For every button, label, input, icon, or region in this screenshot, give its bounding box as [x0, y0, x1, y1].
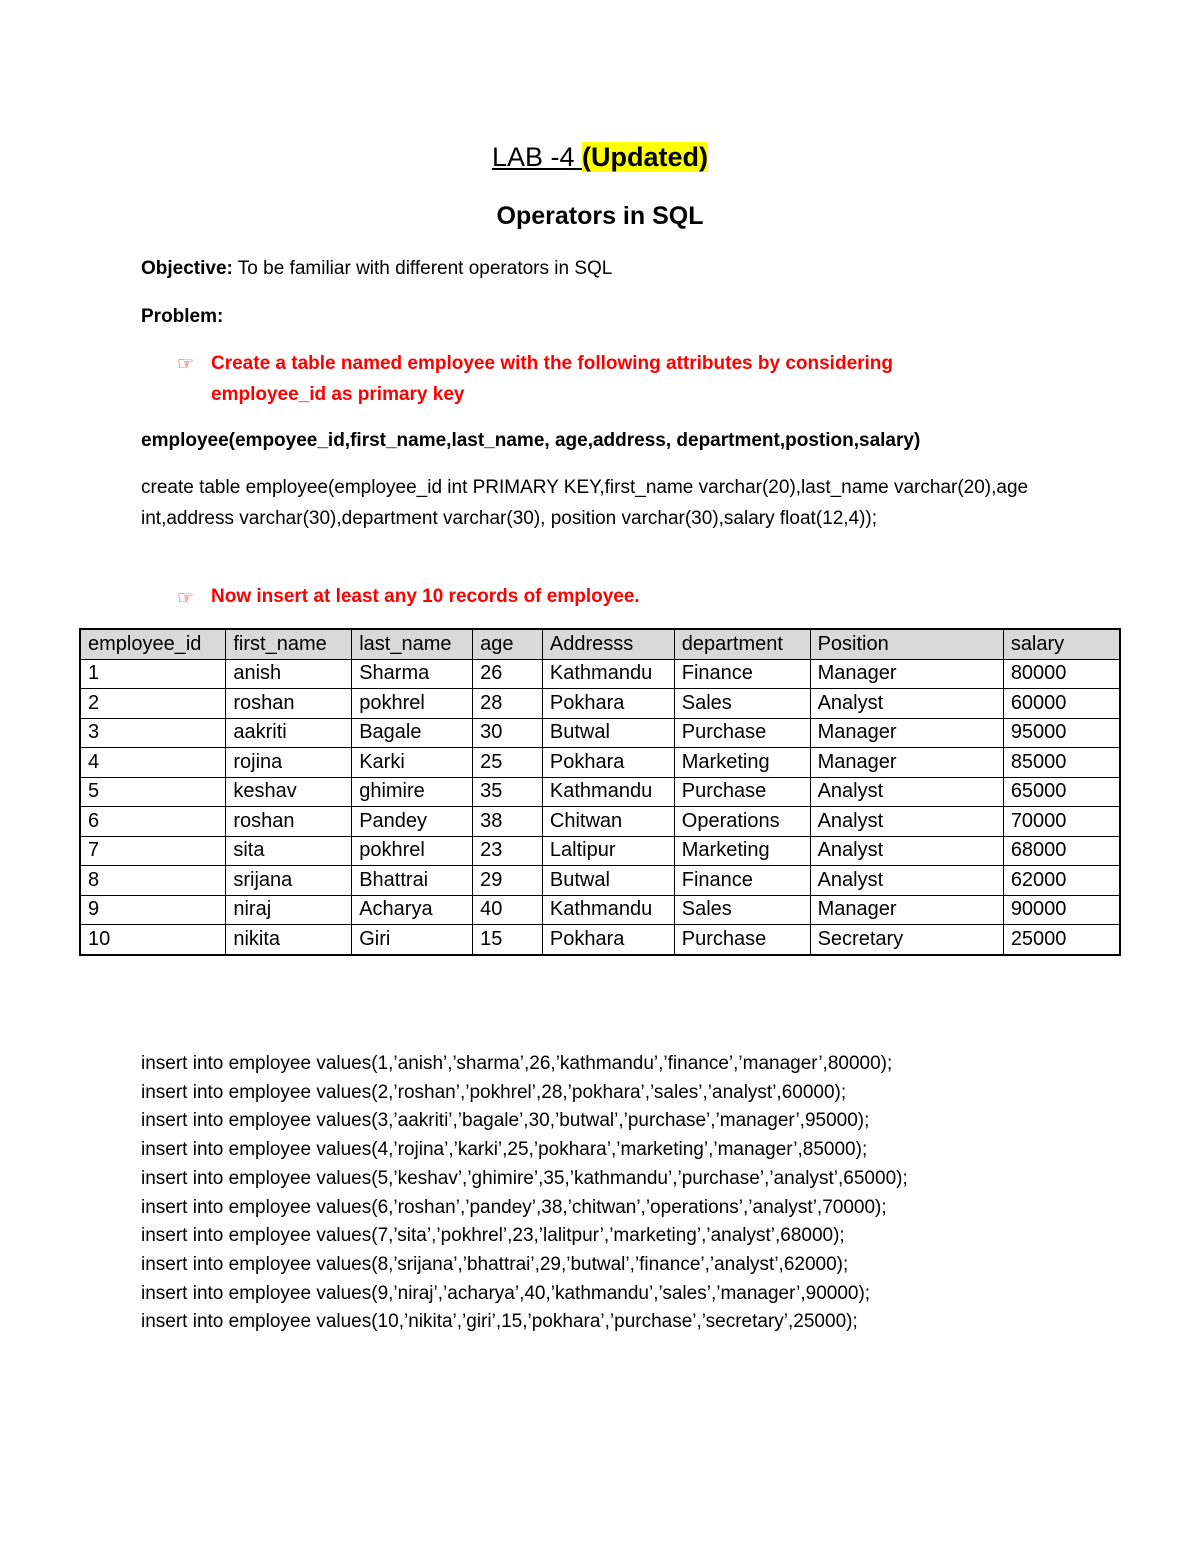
- table-cell: srijana: [226, 866, 352, 896]
- table-cell: 4: [80, 748, 226, 778]
- table-row: [80, 866, 1120, 896]
- table-cell: Operations: [674, 807, 810, 837]
- table-cell: Sales: [674, 689, 810, 719]
- table-cell: 1: [80, 659, 226, 689]
- table-cell: Pandey: [352, 807, 473, 837]
- create-statement: create table employee(employee_id int PRIMARY KEY,first_name varchar(20),last_name varchar(20),age int,address varchar(30),department varchar(30), position varchar(30),salary float(12,4));: [141, 477, 1029, 529]
- pointing-hand-icon: ☞: [177, 354, 195, 375]
- table-cell: 6: [80, 807, 226, 837]
- table-row: [80, 659, 1120, 689]
- table-cell: nikita: [226, 925, 352, 955]
- table-cell: Sales: [674, 895, 810, 925]
- bullet-create-table: Create a table named employee with the following attributes by considering employee_id as primary key: [211, 353, 894, 405]
- table-row: [80, 748, 1120, 778]
- table-cell: 23: [473, 836, 543, 866]
- table-cell: 90000: [1003, 895, 1120, 925]
- insert-statement-line: insert into employee values(2,’roshan’,’pokhrel’,28,’pokhara’,’sales’,’analyst’,60000);: [141, 1081, 847, 1103]
- table-cell: 10: [80, 925, 226, 955]
- objective-label: Objective:: [141, 258, 233, 279]
- column-header: employee_id: [80, 629, 226, 659]
- table-cell: 62000: [1003, 866, 1120, 896]
- table-cell: niraj: [226, 895, 352, 925]
- table-cell: Giri: [352, 925, 473, 955]
- insert-statement-line: insert into employee values(5,’keshav’,’ghimire’,35,’kathmandu’,’purchase’,’analyst’,65000);: [141, 1167, 908, 1189]
- page-title: [0, 142, 1200, 173]
- insert-statement-line: insert into employee values(10,’nikita’,’giri’,15,’pokhara’,’purchase’,’secretary’,25000);: [141, 1311, 858, 1333]
- schema-line: employee(empoyee_id,first_name,last_name, age,address, department,postion,salary): [141, 430, 921, 451]
- table-cell: 35: [473, 777, 543, 807]
- lab-number: LAB -4: [491, 142, 583, 172]
- column-header: first_name: [226, 629, 352, 659]
- table-cell: Marketing: [674, 836, 810, 866]
- table-cell: 8: [80, 866, 226, 896]
- table-cell: Kathmandu: [542, 659, 674, 689]
- table-cell: 15: [473, 925, 543, 955]
- column-header: salary: [1003, 629, 1120, 659]
- table-row: [80, 895, 1120, 925]
- table-cell: Laltipur: [542, 836, 674, 866]
- table-cell: 30: [473, 718, 543, 748]
- table-cell: Analyst: [810, 807, 1003, 837]
- insert-statement-line: insert into employee values(1,’anish’,’sharma’,26,’kathmandu’,’finance’,’manager’,80000);: [141, 1053, 893, 1074]
- table-cell: Analyst: [810, 836, 1003, 866]
- pointing-hand-icon: ☞: [177, 588, 195, 609]
- column-header: department: [674, 629, 810, 659]
- table-cell: Secretary: [810, 925, 1003, 955]
- table-cell: Pokhara: [542, 689, 674, 719]
- table-cell: Finance: [674, 659, 810, 689]
- table-cell: 40: [473, 895, 543, 925]
- table-cell: 95000: [1003, 718, 1120, 748]
- table-cell: Pokhara: [542, 925, 674, 955]
- table-cell: Acharya: [352, 895, 473, 925]
- table-cell: Analyst: [810, 777, 1003, 807]
- table-cell: Marketing: [674, 748, 810, 778]
- table-cell: 9: [80, 895, 226, 925]
- table-cell: 2: [80, 689, 226, 719]
- table-cell: 29: [473, 866, 543, 896]
- insert-statements: [141, 1050, 908, 1337]
- table-cell: ghimire: [352, 777, 473, 807]
- table-cell: Purchase: [674, 777, 810, 807]
- table-cell: Manager: [810, 659, 1003, 689]
- table-cell: aakriti: [226, 718, 352, 748]
- table-cell: roshan: [226, 689, 352, 719]
- insert-statement-line: insert into employee values(9,’niraj’,’acharya’,40,’kathmandu’,’sales’,’manager’,90000);: [141, 1282, 871, 1304]
- table-cell: 38: [473, 807, 543, 837]
- table-row: [80, 777, 1120, 807]
- table-cell: Purchase: [674, 718, 810, 748]
- table-cell: keshav: [226, 777, 352, 807]
- table-cell: Chitwan: [542, 807, 674, 837]
- objective-line: [141, 258, 612, 280]
- table-cell: Karki: [352, 748, 473, 778]
- table-cell: Butwal: [542, 718, 674, 748]
- column-header: last_name: [352, 629, 473, 659]
- table-cell: 65000: [1003, 777, 1120, 807]
- table-cell: 70000: [1003, 807, 1120, 837]
- table-cell: Analyst: [810, 689, 1003, 719]
- table-header-row: [80, 629, 1120, 659]
- table-cell: 5: [80, 777, 226, 807]
- table-cell: 85000: [1003, 748, 1120, 778]
- insert-statement-line: insert into employee values(3,’aakriti’,’bagale’,30,’butwal’,’purchase’,’manager’,95000);: [141, 1110, 870, 1132]
- table-row: [80, 718, 1120, 748]
- table-cell: 60000: [1003, 689, 1120, 719]
- table-cell: Manager: [810, 718, 1003, 748]
- table-cell: sita: [226, 836, 352, 866]
- table-row: [80, 689, 1120, 719]
- table-cell: 25000: [1003, 925, 1120, 955]
- table-cell: Analyst: [810, 866, 1003, 896]
- table-cell: pokhrel: [352, 836, 473, 866]
- objective-text: To be familiar with different operators in SQL: [232, 258, 613, 279]
- table-cell: pokhrel: [352, 689, 473, 719]
- table-cell: 25: [473, 748, 543, 778]
- table-cell: Pokhara: [542, 748, 674, 778]
- page-subtitle: Operators in SQL: [496, 202, 704, 230]
- table-cell: 7: [80, 836, 226, 866]
- table-cell: 28: [473, 689, 543, 719]
- table-cell: Butwal: [542, 866, 674, 896]
- table-cell: rojina: [226, 748, 352, 778]
- insert-statement-line: insert into employee values(4,’rojina’,’karki’,25,’pokhara’,’marketing’,’manager’,85000);: [141, 1139, 868, 1161]
- table-row: [80, 836, 1120, 866]
- table-row: [80, 925, 1120, 955]
- insert-statement-line: insert into employee values(8,’srijana’,’bhattrai’,29,’butwal’,’finance’,’analyst’,62000);: [141, 1253, 849, 1275]
- table-cell: Bagale: [352, 718, 473, 748]
- insert-statement-line: insert into employee values(6,’roshan’,’pandey’,38,’chitwan’,’operations’,’analyst’,70000);: [141, 1196, 887, 1218]
- column-header: age: [473, 629, 543, 659]
- table-cell: 68000: [1003, 836, 1120, 866]
- table-cell: Kathmandu: [542, 895, 674, 925]
- table-cell: roshan: [226, 807, 352, 837]
- table-cell: anish: [226, 659, 352, 689]
- table-cell: Purchase: [674, 925, 810, 955]
- table-cell: Sharma: [352, 659, 473, 689]
- table-cell: Kathmandu: [542, 777, 674, 807]
- table-cell: Manager: [810, 748, 1003, 778]
- column-header: Addresss: [542, 629, 674, 659]
- bullet-insert-records: Now insert at least any 10 records of employee.: [211, 586, 640, 607]
- updated-badge: (Updated): [582, 142, 709, 172]
- table-cell: Bhattrai: [352, 866, 473, 896]
- table-cell: Finance: [674, 866, 810, 896]
- table-cell: 26: [473, 659, 543, 689]
- table-row: [80, 807, 1120, 837]
- table-cell: 3: [80, 718, 226, 748]
- column-header: Position: [810, 629, 1003, 659]
- table-cell: 80000: [1003, 659, 1120, 689]
- problem-label: Problem:: [141, 306, 224, 327]
- insert-statement-line: insert into employee values(7,’sita’,’pokhrel’,23,’lalitpur’,’marketing’,’analyst’,68000);: [141, 1225, 845, 1247]
- table-cell: Manager: [810, 895, 1003, 925]
- employee-table: [79, 628, 1121, 956]
